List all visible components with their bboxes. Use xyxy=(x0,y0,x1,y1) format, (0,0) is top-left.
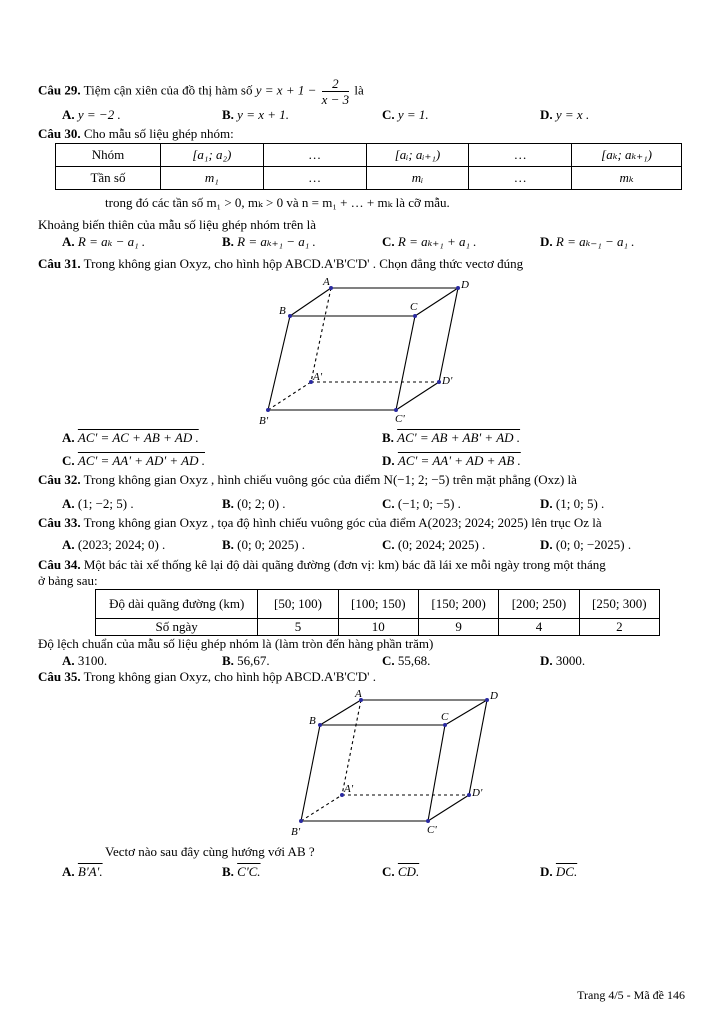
q32-option-a[interactable]: A. (1; −2; 5) . xyxy=(62,496,134,511)
q34-question: Độ lệch chuẩn của mẫu số liệu ghép nhóm là (làm tròn đến hàng phần trăm) xyxy=(38,636,434,651)
edge-cd xyxy=(415,288,458,316)
q29-option-a[interactable]: A. y = −2 . xyxy=(62,107,121,122)
edge-a1b1-hidden xyxy=(268,382,311,410)
label-d: D xyxy=(461,279,469,291)
q31-option-b[interactable]: B. AC' = AB + AB' + AD . xyxy=(382,430,521,445)
vertex-b1 xyxy=(266,408,270,412)
q30-option-c[interactable]: C. R = aₖ₊₁ + a₁ . xyxy=(382,234,477,249)
table-cell: [200; 250) xyxy=(499,590,579,619)
label-b: B xyxy=(279,305,286,317)
q31-option-a[interactable]: A. AC' = AC + AB + AD . xyxy=(62,430,199,445)
table-cell: Nhóm xyxy=(56,144,161,167)
edge-dd1 xyxy=(439,288,458,382)
edge-ab xyxy=(320,700,361,725)
vertex-c xyxy=(413,314,417,318)
q34-stem xyxy=(38,557,606,573)
table-cell: [aₖ; aₖ₊₁) xyxy=(572,144,682,167)
vertex-d xyxy=(456,286,460,290)
q30-option-d[interactable]: D. R = aₖ₋₁ − a₁ . xyxy=(540,234,635,249)
q35-option-d[interactable]: D. DC. xyxy=(540,864,578,879)
q32-label: Câu 32. xyxy=(38,472,81,487)
q34-option-d[interactable]: D. 3000. xyxy=(540,653,586,668)
label-c: C xyxy=(410,301,418,313)
q32-text: Trong không gian Oxyz , hình chiếu vuông góc của điểm N(−1; 2; −5) trên mặt phẳng (Oxz) là xyxy=(83,472,577,487)
q29-func-den: x − 3 xyxy=(321,92,350,107)
table-cell: 5 xyxy=(258,619,338,636)
q33-option-b[interactable]: B. (0; 0; 2025) . xyxy=(222,537,306,552)
table-row xyxy=(56,144,682,167)
table-cell: mₖ xyxy=(572,167,682,190)
q30-stem xyxy=(38,126,234,142)
edge-cc1 xyxy=(428,725,445,821)
q29-fraction xyxy=(322,76,350,107)
table-cell: [a₁; a₂) xyxy=(160,144,263,167)
edge-cd xyxy=(445,700,487,725)
table-cell: … xyxy=(469,144,572,167)
q29-func-prefix: y = x + 1 − xyxy=(255,82,317,98)
q32-option-c[interactable]: C. (−1; 0; −5) . xyxy=(382,496,461,511)
table-cell: [aᵢ; aᵢ₊₁) xyxy=(366,144,469,167)
table-cell: m₁ xyxy=(160,167,263,190)
edge-bb1 xyxy=(301,725,320,821)
q35-stem xyxy=(38,669,376,685)
label-d1: D' xyxy=(472,787,483,799)
label-c: C xyxy=(441,711,449,723)
q29-option-d[interactable]: D. y = x . xyxy=(540,107,590,122)
q35-option-c[interactable]: C. CD. xyxy=(382,864,420,879)
vertex-d1 xyxy=(437,380,441,384)
q29-func-num: 2 xyxy=(322,76,350,92)
vertex-c1 xyxy=(394,408,398,412)
q35-option-a[interactable]: A. B'A'. xyxy=(62,864,103,879)
q35-label: Câu 35. xyxy=(38,669,81,684)
table-cell: … xyxy=(263,144,366,167)
q29-label: Câu 29. xyxy=(38,82,81,98)
q30-option-a[interactable]: A. R = aₖ − a₁ . xyxy=(62,234,146,249)
q34-text1: Một bác tài xế thống kê lại độ dài quãng đường (đơn vị: km) bác đã lái xe mỗi ngày trong một tháng xyxy=(83,557,606,572)
table-cell: Số ngày xyxy=(96,619,258,636)
edge-c1d1 xyxy=(396,382,439,410)
table-cell: [150; 200) xyxy=(418,590,498,619)
table-cell: [100; 150) xyxy=(338,590,418,619)
q34-option-c[interactable]: C. 55,68. xyxy=(382,653,431,668)
table-cell: 9 xyxy=(418,619,498,636)
edge-a1b1-hidden xyxy=(301,795,342,821)
q31-option-d[interactable]: D. AC' = AA' + AD + AB . xyxy=(382,453,521,468)
parallelepiped-figure-1 xyxy=(255,276,475,428)
label-d: D xyxy=(490,690,498,702)
table-cell: Tần số xyxy=(56,167,161,190)
table-row xyxy=(56,167,682,190)
q29-option-c[interactable]: C. y = 1. xyxy=(382,107,429,122)
parallelepiped-figure-2 xyxy=(285,688,505,840)
q31-stem xyxy=(38,256,523,272)
q32-option-b[interactable]: B. (0; 2; 0) . xyxy=(222,496,286,511)
table-cell: … xyxy=(263,167,366,190)
edge-dd1 xyxy=(469,700,487,795)
q33-text: Trong không gian Oxyz , tọa độ hình chiếu vuông góc của điểm A(2023; 2024; 2025) lên trục Oz là xyxy=(83,515,602,530)
q34-option-b[interactable]: B. 56,67. xyxy=(222,653,270,668)
q29-stem xyxy=(38,76,364,107)
q35-question: Vectơ nào sau đây cùng hướng với AB ? xyxy=(105,844,315,859)
label-a1: A' xyxy=(344,783,354,795)
table-row xyxy=(96,590,660,619)
vertex-b xyxy=(318,723,322,727)
page-footer: Trang 4/5 - Mã đề 146 xyxy=(577,988,685,1002)
q30-text: Cho mẫu số liệu ghép nhóm: xyxy=(83,126,234,141)
table-cell: 10 xyxy=(338,619,418,636)
edge-cc1 xyxy=(396,316,415,410)
q33-option-c[interactable]: C. (0; 2024; 2025) . xyxy=(382,537,486,552)
label-b: B xyxy=(309,715,316,727)
q34-table xyxy=(95,589,660,636)
label-c1: C' xyxy=(395,413,405,425)
q33-stem xyxy=(38,515,602,531)
edge-ab xyxy=(290,288,331,316)
edge-bb1 xyxy=(268,316,290,410)
table-cell: mᵢ xyxy=(366,167,469,190)
vertex-d xyxy=(485,698,489,702)
q33-option-d[interactable]: D. (0; 0; −2025) . xyxy=(540,537,632,552)
q31-label: Câu 31. xyxy=(38,256,81,271)
q30-label: Câu 30. xyxy=(38,126,81,141)
label-a1: A' xyxy=(313,371,323,383)
table-cell: 4 xyxy=(499,619,579,636)
q30-table xyxy=(55,143,682,190)
table-cell: [50; 100) xyxy=(258,590,338,619)
vertex-c1 xyxy=(426,819,430,823)
q30-question: Khoảng biến thiên của mẫu số liệu ghép nhóm trên là xyxy=(38,217,316,232)
table-cell: [250; 300) xyxy=(579,590,659,619)
q35-option-b[interactable]: B. C'C. xyxy=(222,864,261,879)
q32-stem xyxy=(38,472,577,488)
q29-option-b[interactable]: B. y = x + 1. xyxy=(222,107,290,122)
edge-c1d1 xyxy=(428,795,469,821)
table-cell: … xyxy=(469,167,572,190)
label-a: A xyxy=(323,276,330,288)
label-b1: B' xyxy=(291,826,301,838)
q30-note: trong đó các tần số m₁ > 0, mₖ > 0 và n = m₁ + … + mₖ là cỡ mẫu. xyxy=(105,195,450,210)
vertex-b1 xyxy=(299,819,303,823)
table-row xyxy=(96,619,660,636)
q29-text: Tiệm cận xiên của đồ thị hàm số xyxy=(83,82,253,98)
q31-option-c[interactable]: C. AC' = AA' + AD' + AD . xyxy=(62,453,205,468)
table-cell: Độ dài quãng đường (km) xyxy=(96,590,258,619)
label-d1: D' xyxy=(442,375,453,387)
q33-option-a[interactable]: A. (2023; 2024; 0) . xyxy=(62,537,166,552)
label-c1: C' xyxy=(427,824,437,836)
label-b1: B' xyxy=(259,415,269,427)
q34-text2: ở bảng sau: xyxy=(38,573,98,588)
edge-aa1-hidden xyxy=(311,288,331,382)
q31-text: Trong không gian Oxyz, cho hình hộp ABCD.A'B'C'D' . Chọn đẳng thức vectơ đúng xyxy=(83,256,524,271)
q34-option-a[interactable]: A. 3100. xyxy=(62,653,108,668)
q35-text: Trong không gian Oxyz, cho hình hộp ABCD.A'B'C'D' . xyxy=(83,669,377,684)
vertex-b xyxy=(288,314,292,318)
q32-option-d[interactable]: D. (1; 0; 5) . xyxy=(540,496,605,511)
vertex-c xyxy=(443,723,447,727)
q29-suffix: là xyxy=(354,82,364,98)
table-cell: 2 xyxy=(579,619,659,636)
edge-aa1-hidden xyxy=(342,700,361,795)
q33-label: Câu 33. xyxy=(38,515,81,530)
vertex-d1 xyxy=(467,793,471,797)
label-a: A xyxy=(355,688,362,700)
q34-label: Câu 34. xyxy=(38,557,81,572)
q30-option-b[interactable]: B. R = aₖ₊₁ − a₁ . xyxy=(222,234,316,249)
